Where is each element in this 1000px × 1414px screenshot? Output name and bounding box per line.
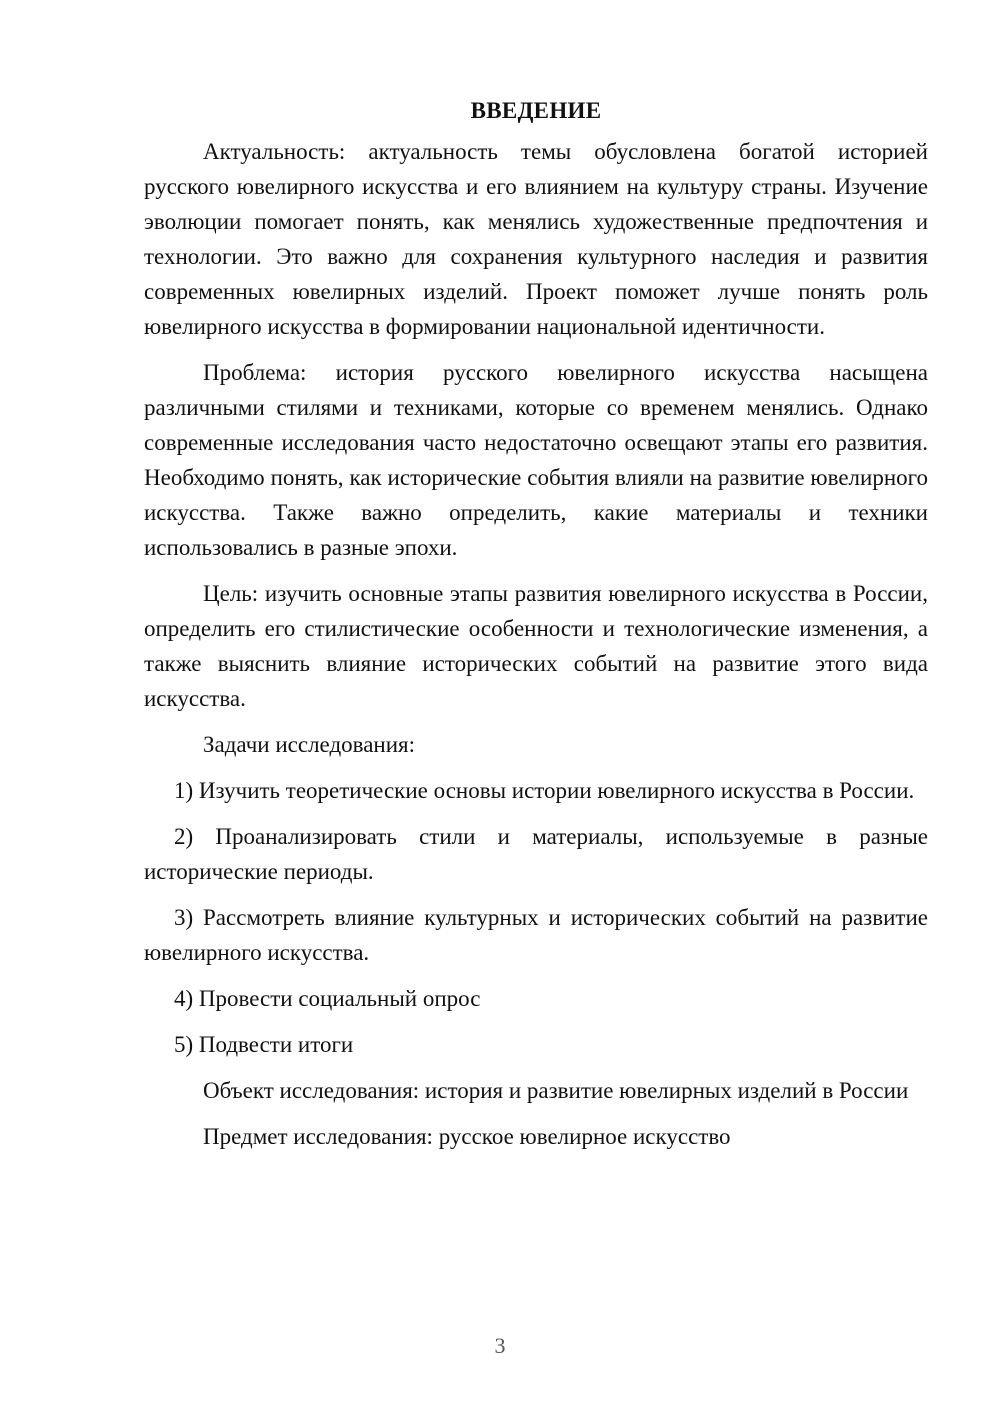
relevance-paragraph: Актуальность: актуальность темы обусловлена богатой историей русского ювелирного искусства и его влиянием на культуру страны. Изучение эволюции помогает понять, как менялись художественные предпочтения и технологии. Это важно для сохранения культурного наследия и развития современных ювелирных изделий. Проект поможет лучше понять роль ювелирного искусства в формировании национальной идентичности. bbox=[144, 139, 928, 339]
tasks-heading: Задачи исследования: bbox=[203, 732, 416, 757]
task-item-1: 1) Изучить теоретические основы истории ювелирного искусства в России. bbox=[174, 778, 915, 803]
goal-paragraph: Цель: изучить основные этапы развития ювелирного искусства в России, определить его стилистические особенности и технологические изменения, а также выяснить влияние исторических событий на развитие этого вида искусства. bbox=[144, 581, 928, 711]
object-paragraph: Объект исследования: история и развитие ювелирных изделий в России bbox=[203, 1078, 909, 1103]
document-page bbox=[144, 94, 928, 1165]
task-item-4: 4) Провести социальный опрос bbox=[174, 986, 481, 1011]
task-item-5: 5) Подвести итоги bbox=[174, 1032, 354, 1057]
section-heading: ВВЕДЕНИЕ bbox=[470, 98, 602, 123]
task-item-2: 2) Проанализировать стили и материалы, используемые в разные исторические периоды. bbox=[144, 824, 928, 884]
subject-paragraph: Предмет исследования: русское ювелирное искусство bbox=[203, 1124, 731, 1149]
page-number: 3 bbox=[494, 1333, 506, 1358]
problem-paragraph: Проблема: история русского ювелирного искусства насыщена различными стилями и техниками, которые со временем менялись. Однако современные исследования часто недостаточно освещают этапы его развития. Необходимо понять, как исторические события влияли на развитие ювелирного искусства. Также важно определить, какие материалы и техники использовались в разные эпохи. bbox=[144, 360, 928, 560]
task-item-3: 3) Рассмотреть влияние культурных и исторических событий на развитие ювелирного искусства. bbox=[144, 905, 928, 965]
